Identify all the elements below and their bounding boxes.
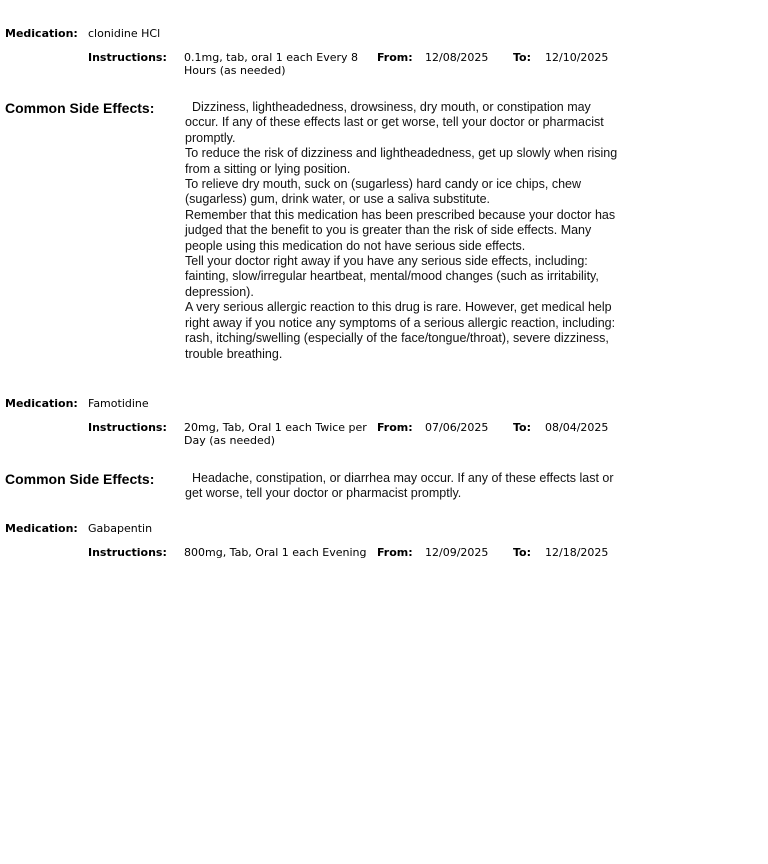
from-label: From: [377,421,413,434]
to-date: 12/18/2025 [545,546,609,559]
side-effects-text [185,471,620,502]
side-effects-paragraph: Tell your doctor right away if you have any serious side effects, including: fainting, slow/irregular heartbeat, mental/mood changes (such as irritability, depression). [185,254,599,299]
side-effects-paragraph: Dizziness, lightheadedness, drowsiness, dry mouth, or constipation may occur. If any of these effects last or get worse, tell your doctor or pharmacist promptly. [185,100,604,145]
side-effects-paragraph: To reduce the risk of dizziness and lightheadedness, get up slowly when rising from a sitting or lying position. [185,146,618,176]
side-effects-paragraph: A very serious allergic reaction to this drug is rare. However, get medical help right away if you notice any symptoms of a serious allergic reaction, including: rash, itching/swelling (especially of the face/tongue/throat), severe dizziness, trouble breathing. [185,300,616,361]
to-date: 12/10/2025 [545,51,609,64]
instructions-label: Instructions: [88,421,167,434]
from-date: 12/09/2025 [425,546,489,559]
side-effects-paragraph: To relieve dry mouth, suck on (sugarless) hard candy or ice chips, chew (sugarless) gum, drink water, or use a saliva substitute. [185,177,582,207]
instructions-text: 0.1mg, tab, oral 1 each Every 8 Hours (as needed) [184,51,359,77]
to-label: To: [513,546,531,559]
medication-name: Famotidine [88,397,149,410]
from-label: From: [377,546,413,559]
from-label: From: [377,51,413,64]
instructions-text: 20mg, Tab, Oral 1 each Twice per Day (as needed) [184,421,367,447]
from-date: 07/06/2025 [425,421,489,434]
medication-label: Medication: [5,522,78,535]
medication-name: clonidine HCl [88,27,161,40]
common-side-effects-label: Common Side Effects: [5,471,155,487]
instructions-text: 800mg, Tab, Oral 1 each Evening [184,546,367,559]
instructions-label: Instructions: [88,546,167,559]
common-side-effects-label: Common Side Effects: [5,100,155,116]
medication-label: Medication: [5,27,78,40]
instructions-label: Instructions: [88,51,167,64]
to-label: To: [513,421,531,434]
to-date: 08/04/2025 [545,421,609,434]
medication-name: Gabapentin [88,522,153,535]
medication-label: Medication: [5,397,78,410]
side-effects-paragraph: Headache, constipation, or diarrhea may occur. If any of these effects last or get worse, tell your doctor or pharmacist promptly. [185,471,614,501]
to-label: To: [513,51,531,64]
side-effects-text [185,100,625,362]
side-effects-paragraph: Remember that this medication has been prescribed because your doctor has judged that the benefit to you is greater than the risk of side effects. Many people using this medication do not have serious side effects. [185,207,616,253]
from-date: 12/08/2025 [425,51,489,64]
